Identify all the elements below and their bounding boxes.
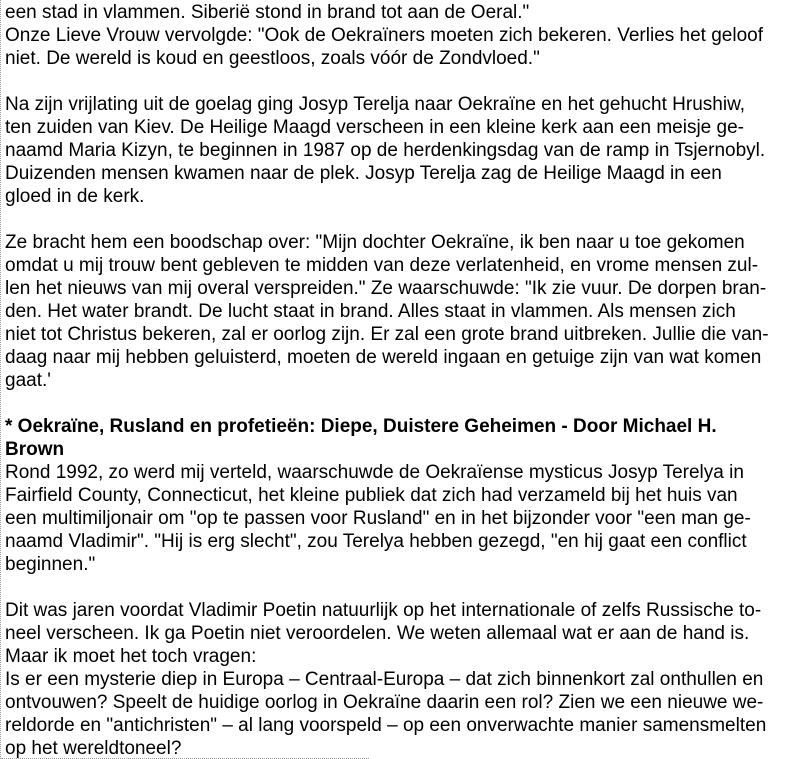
text-line: niet tot Christus bekeren, zal er oorlog zijn. Er zal een grote brand uitbreken. Jullie die van- — [5, 324, 769, 345]
text-line: een multimiljonair om "op te passen voor Rusland" en in het bijzonder voor "een man ge- — [5, 508, 751, 529]
text-line: Maar ik moet het toch vragen: — [5, 646, 257, 667]
text-line: omdat u mij trouw bent gebleven te midden van deze verlatenheid, en vrome mensen zul- — [5, 255, 759, 276]
text-line: niet. De wereld is koud en geestloos, zoals vóór de Zondvloed." — [5, 48, 540, 69]
text-content — [5, 1, 803, 759]
heading-line: * Oekraïne, Rusland en profetieën: Diepe, Duistere Geheimen - Door Michael H. — [5, 416, 717, 437]
text-line: Ze bracht hem een boodschap over: "Mijn dochter Oekraïne, ik ben naar u toe gekomen — [5, 232, 745, 253]
text-line: Rond 1992, zo werd mij verteld, waarschuwde de Oekraïense mysticus Josyp Terelya in — [5, 462, 744, 483]
blank-line — [5, 208, 803, 231]
text-line: ten zuiden van Kiev. De Heilige Maagd verscheen in een kleine kerk aan een meisje ge- — [5, 117, 744, 138]
text-line: gloed in de kerk. — [5, 186, 145, 207]
text-line: naamd Vladimir". "Hij is erg slecht", zou Terelya hebben gezegd, "en hij gaat een conflict — [5, 531, 747, 552]
text-line: Is er een mysterie diep in Europa – Centraal-Europa – dat zich binnenkort zal onthullen en — [5, 669, 764, 690]
text-line: daag naar mij hebben geluisterd, moeten de wereld ingaan en getuige zijn van wat komen — [5, 347, 762, 368]
heading-line: Brown — [5, 439, 65, 460]
text-line: Onze Lieve Vrouw vervolgde: "Ook de Oekraïners moeten zich bekeren. Verlies het geloof — [5, 25, 764, 46]
text-line: Fairfield County, Connecticut, het kleine publiek dat zich had verzameld bij het huis van — [5, 485, 738, 506]
text-line: op het wereldtoneel? — [5, 738, 182, 759]
blank-line — [5, 576, 803, 599]
text-line: ontvouwen? Speelt de huidige oorlog in Oekraïne daarin een rol? Zien we een nieuwe we- — [5, 692, 764, 713]
text-line: Duizenden mensen kwamen naar de plek. Josyp Terelja zag de Heilige Maagd in een — [5, 163, 722, 184]
text-line: den. Het water brandt. De lucht staat in brand. Alles staat in vlammen. Als mensen zich — [5, 301, 736, 322]
text-line: len het nieuws van mij overal verspreiden." Ze waarschuwde: "Ik zie vuur. De dorpen bran- — [5, 278, 767, 299]
text-line: beginnen." — [5, 554, 96, 575]
text-line: reldorde en "antichristen" – al lang voorspeld – op een onverwachte manier samensmelten — [5, 715, 767, 736]
text-line: een stad in vlammen. Siberië stond in brand tot aan de Oeral." — [5, 2, 530, 23]
text-line: neel verscheen. Ik ga Poetin niet veroordelen. We weten allemaal wat er aan de hand is. — [5, 623, 750, 644]
blank-line — [5, 392, 803, 415]
text-line: Dit was jaren voordat Vladimir Poetin natuurlijk op het internationale of zelfs Russische to- — [5, 600, 762, 621]
text-line: naamd Maria Kizyn, te beginnen in 1987 op de herdenkingsdag van de ramp in Tsjernobyl. — [5, 140, 766, 161]
blank-line — [5, 70, 803, 93]
text-line: gaat.' — [5, 370, 51, 391]
text-line: Na zijn vrijlating uit de goelag ging Josyp Terelja naar Oekraïne en het gehucht Hrushiw, — [5, 94, 746, 115]
